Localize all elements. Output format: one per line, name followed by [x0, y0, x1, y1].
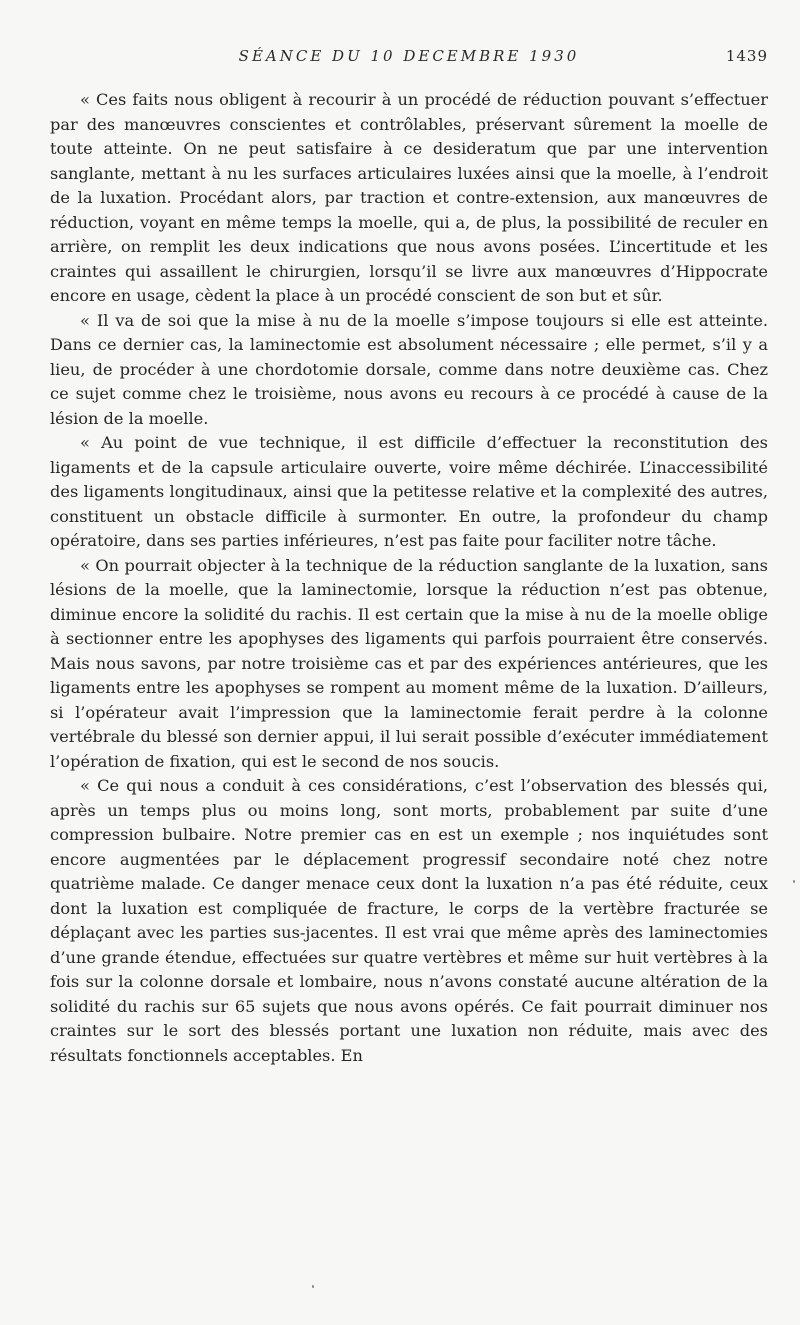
- paragraph-technique: « Au point de vue technique, il est difficile d’effectuer la reconstitution des ligaments et de la capsule articulaire ouverte, voire même déchirée. L’inaccessibilité des ligaments longitudinaux, ainsi que la petitesse relative et la complexité des autres, constituent un obstacle difficile à surmonter. En outre, la profondeur du champ opératoire, dans ses parties inférieures, n’est pas faite pour faciliter notre tâche.: [50, 433, 768, 550]
- body-text: [50, 88, 768, 1068]
- margin-speck: [793, 880, 795, 883]
- paragraph-objection: « On pourrait objecter à la technique de la réduction sanglante de la luxation, sans lésions de la moelle, que la laminectomie, lorsque la réduction n’est pas obtenue, diminue encore la solidité du rachis. Il est certain que la mise à nu de la moelle oblige à sectionner entre les apophyses des ligaments qui parfois pourraient être conservés. Mais nous savons, par notre troisième cas et par des expériences antérieures, que les ligaments entre les apophyses se rompent au moment même de la luxation. D’ailleurs, si l’opérateur avait l’impression que la laminectomie ferait perdre à la colonne vertébrale du blessé son dernier appui, il lui serait possible d’exécuter immédiatement l’opération de fixation, qui est le second de nos soucis.: [50, 555, 768, 771]
- paragraph-laminectomy: « Il va de soi que la mise à nu de la moelle s’impose toujours si elle est atteinte. Dans ce dernier cas, la laminectomie est absolument nécessaire ; elle permet, s’il y a lieu, de procéder à une chordotomie dorsale, comme dans notre deuxième cas. Chez ce sujet comme chez le troisième, nous avons eu recours à ce procédé à cause de la lésion de la moelle.: [50, 310, 768, 428]
- running-title: SÉANCE DU 10 DECEMBRE 1930: [238, 47, 580, 65]
- page-number: 1439: [725, 47, 768, 65]
- margin-speck: [312, 1285, 314, 1288]
- paragraph-considerations: « Ce qui nous a conduit à ces considérations, c’est l’observation des blessés qui, après un temps plus ou moins long, sont morts, probablement par suite d’une compression bulbaire. Notre premier cas en est un exemple ; nos inquiétudes sont encore augmentées par le déplacement progressif secondaire noté chez notre quatrième malade. Ce danger menace ceux dont la luxation n’a pas été réduite, ceux dont la luxation est compliquée de fracture, le corps de la vertèbre fracturée se déplaçant avec les parties sus-jacentes. Il est vrai que même après des laminectomies d’une grande étendue, effectuées sur quatre vertèbres et même sur huit vertèbres à la fois sur la colonne dorsale et lombaire, nous n’avons constaté aucune altération de la solidité du rachis sur 65 sujets que nous avons opérés. Ce fait pourrait diminuer nos craintes sur le sort des blessés portant une luxation non réduite, mais avec des résultats fonctionnels acceptables. En: [50, 776, 768, 1065]
- running-header: [50, 47, 768, 69]
- paragraph-reduction-procedure: « Ces faits nous obligent à recourir à un procédé de réduction pouvant s’effectuer par des manœuvres conscientes et contrôlables, préservant sûrement la moelle de toute atteinte. On ne peut satisfaire à ce desideratum que par une intervention sanglante, mettant à nu les surfaces articulaires luxées ainsi que la moelle, à l’endroit de la luxation. Procédant alors, par traction et contre-extension, aux manœuvres de réduction, voyant en même temps la moelle, qui a, de plus, la possibilité de reculer en arrière, on remplit les deux indications que nous avons posées. L’incertitude et les craintes qui assaillent le chirurgien, lorsqu’il se livre aux manœuvres d’Hippocrate encore en usage, cèdent la place à un procédé conscient de son but et sûr.: [50, 90, 768, 305]
